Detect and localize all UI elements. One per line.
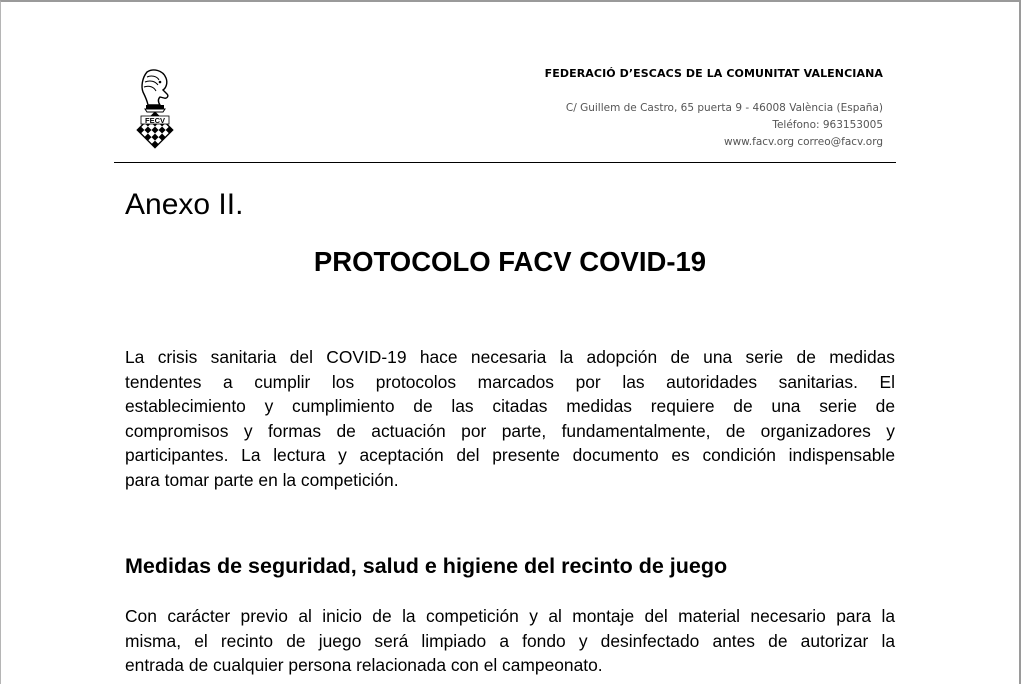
paragraph-line: Con carácter previo al inicio de la competición y al montaje del material necesario para la bbox=[125, 606, 895, 626]
paragraph-line: entrada de cualquier persona relacionada con el campeonato. bbox=[125, 655, 603, 675]
header-divider bbox=[114, 162, 896, 163]
paragraph-line: misma, el recinto de juego será limpiado a fondo y desinfectado antes de autorizar la bbox=[125, 630, 895, 651]
paragraph-line: compromisos y formas de actuación por parte, fundamentalmente, de organizadores y bbox=[125, 420, 895, 441]
web-email-line: www.facv.org correo@facv.org bbox=[724, 136, 883, 148]
section-paragraph bbox=[125, 604, 895, 678]
section-heading: Medidas de seguridad, salud e higiene del recinto de juego bbox=[125, 554, 728, 578]
paragraph-line: La crisis sanitaria del COVID-19 hace necesaria la adopción de una serie de medidas bbox=[125, 347, 895, 367]
paragraph-line: participantes. La lectura y aceptación del presente documento es condición indispensable bbox=[125, 445, 895, 465]
organization-name: FEDERACIÓ D’ESCACS DE LA COMUNITAT VALENCIANA bbox=[544, 67, 883, 80]
address-line: C/ Guillem de Castro, 65 puerta 9 - 46008 València (España) bbox=[565, 102, 883, 114]
paragraph-line: establecimiento y cumplimiento de las citadas medidas requiere de una serie de bbox=[125, 396, 895, 416]
document-title: PROTOCOLO FACV COVID-19 bbox=[313, 246, 707, 277]
contact-block bbox=[566, 100, 883, 151]
paragraph-line: tendentes a cumplir los protocolos marcados por las autoridades sanitarias. El bbox=[125, 371, 895, 392]
phone-line: Teléfono: 963153005 bbox=[772, 119, 883, 131]
intro-paragraph bbox=[125, 345, 895, 492]
logo-text: FECV bbox=[144, 116, 166, 125]
facv-logo bbox=[133, 68, 177, 150]
paragraph-line: para tomar parte en la competición. bbox=[125, 469, 399, 490]
chess-knight-logo-icon bbox=[133, 68, 177, 150]
annex-label: Anexo II. bbox=[125, 188, 244, 221]
